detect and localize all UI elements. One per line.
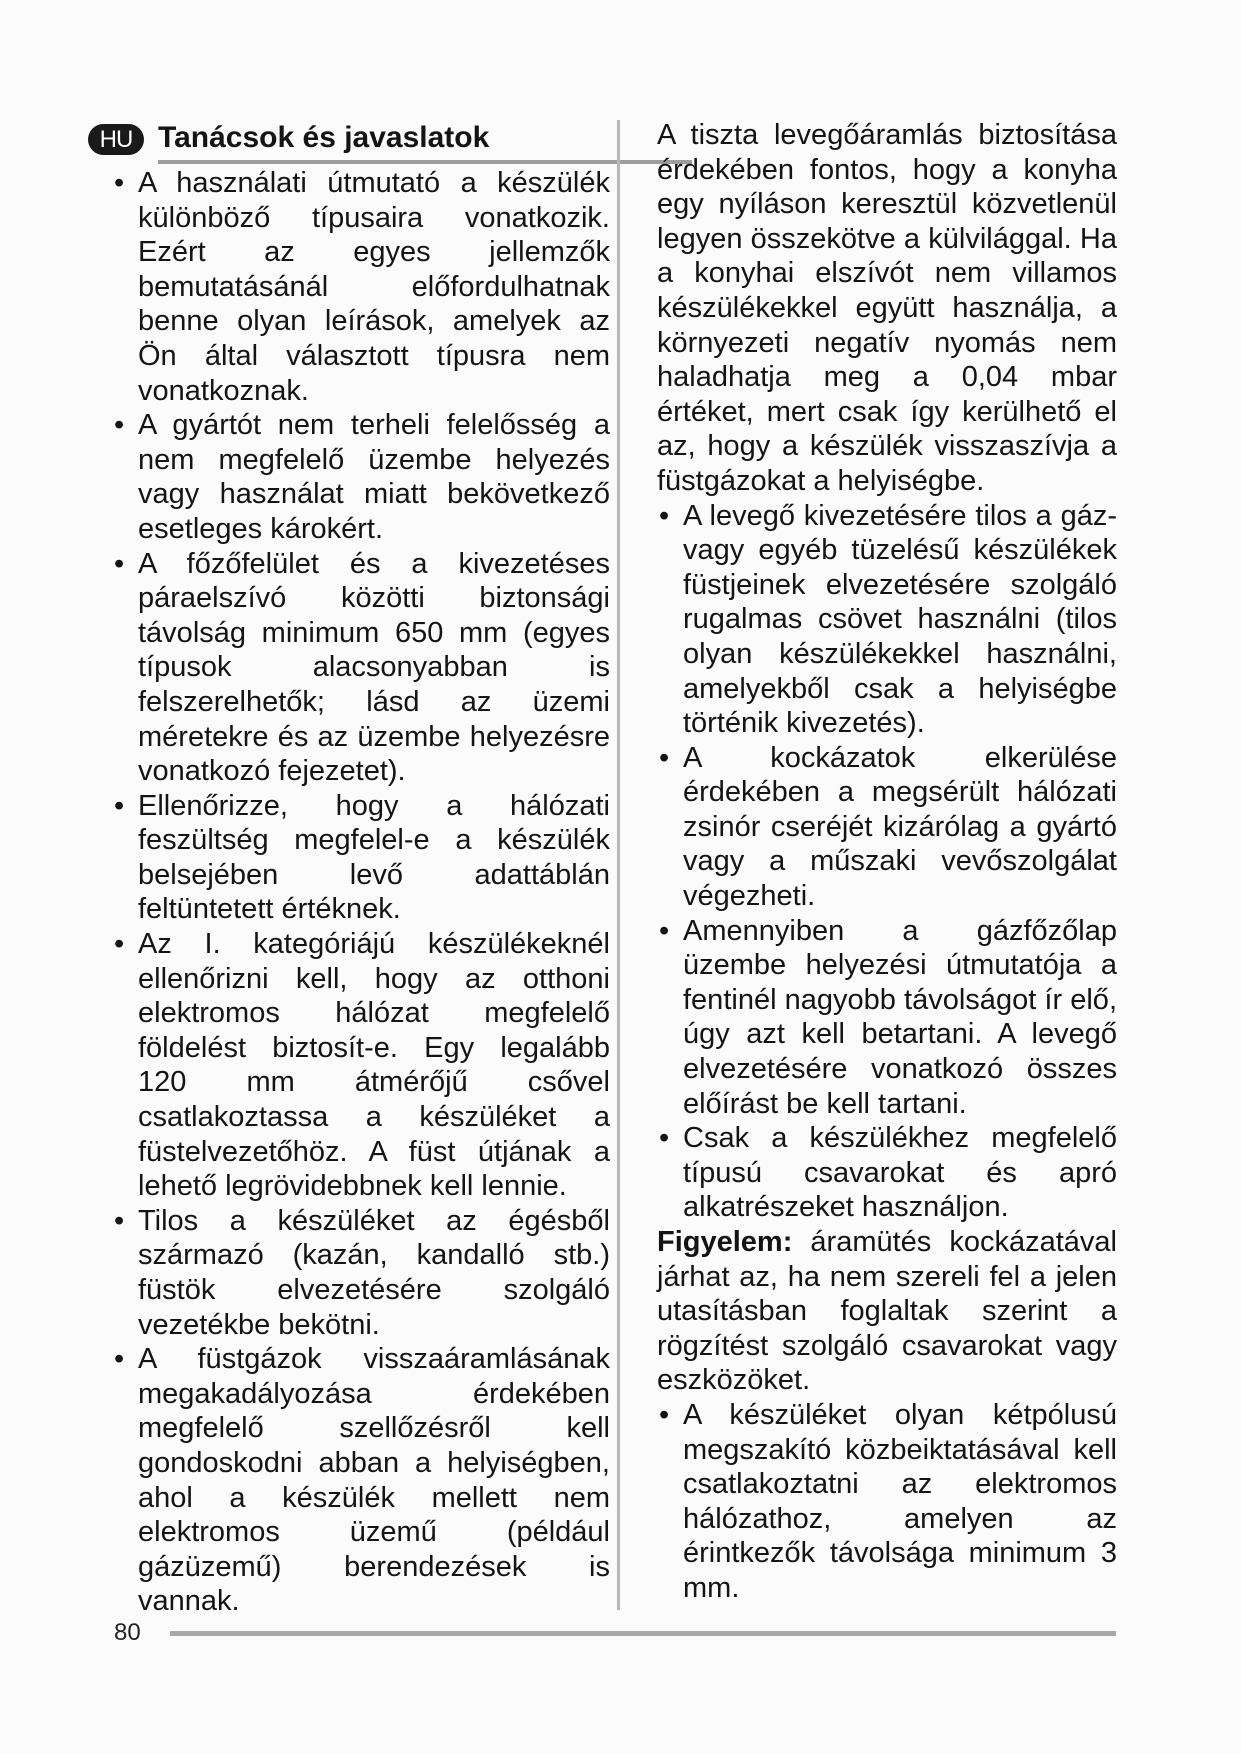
bullet-icon: • bbox=[114, 1204, 125, 1237]
bullet-item bbox=[112, 408, 610, 546]
section-title: Tanácsok és javaslatok bbox=[158, 121, 490, 154]
bullet-item bbox=[657, 499, 1117, 741]
column-divider bbox=[617, 120, 620, 1610]
continued-paragraph: A tiszta levegőáramlás biztosítása érdekében fontos, hogy a konyha egy nyíláson keresztül közvetlenül legyen összekötve a külvilággal. Ha a konyhai elszívót nem villamos készülékekkel együtt használja, a környezeti negatív nyomás nem haladhatja meg a 0,04 mbar értéket, mert csak így kerülhető el az, hogy a készülék visszaszívja a füstgázokat a helyiségbe. bbox=[657, 119, 1117, 497]
bullet-item bbox=[657, 741, 1117, 914]
bullet-text: Az I. kategóriájú készülékeknél ellenőrizni kell, hogy az otthoni elektromos hálózat megfelelő földelést biztosít-e. Egy legalább 120 mm átmérőjű csővel csatlakoztassa a készüléket a füstelvezetőhöz. A füst útjának a lehető legrövidebbnek kell lennie. bbox=[138, 928, 610, 1203]
bullet-icon: • bbox=[114, 789, 125, 822]
bullet-icon: • bbox=[114, 167, 125, 199]
bullet-text: A levegő kivezetésére tilos a gáz- vagy egyéb tüzelésű készülékek füstjeinek elvezetésére szolgáló rugalmas csövet használni (tilos olyan készülékekkel használni, amelyekből csak a helyiségbe történik kivezetés). bbox=[683, 499, 1117, 740]
bullet-icon: • bbox=[114, 1343, 125, 1376]
bullet-icon: • bbox=[659, 741, 670, 774]
bullet-text: A gyártót nem terheli felelősség a nem megfelelő üzembe helyezés vagy használat miatt bekövetkező esetleges károkért. bbox=[138, 409, 610, 545]
bullet-icon: • bbox=[114, 409, 125, 442]
bullet-item bbox=[112, 789, 610, 927]
bullet-text: A készüléket olyan kétpólusú megszakító közbeiktatásával kell csatlakoztatni az elektromos hálózathoz, amelyen az érintkezők távolsága minimum 3 mm. bbox=[683, 1398, 1117, 1604]
bullet-icon: • bbox=[114, 547, 125, 580]
bullet-item bbox=[657, 914, 1117, 1122]
title-underline bbox=[158, 160, 692, 164]
bullet-item bbox=[657, 1398, 1117, 1606]
bullet-text: Ellenőrizze, hogy a hálózati feszültség megfelel-e a készülék belsejében levő adattáblán feltüntetett értéknek. bbox=[138, 789, 610, 926]
bullet-text: Tilos a készüléket az égésből származó (kazán, kandalló stb.) füstök elvezetésére szolgáló vezetékbe bekötni. bbox=[138, 1204, 610, 1341]
bullet-icon: • bbox=[659, 499, 670, 532]
bullet-text: A főzőfelület és a kivezetéses páraelszívó közötti biztonsági távolság minimum 650 mm (egyes típusok alacsonyabban is felszerelhetők; lásd az üzemi méretekre és az üzembe helyezésre vonatkozó fejezetet). bbox=[138, 547, 610, 788]
warning-text: áramütés kockázatával járhat az, ha nem szereli fel a jelen utasításban foglaltak szerint a rögzítést szolgáló csavarokat vagy eszközöket. bbox=[657, 1226, 1117, 1397]
bullet-item bbox=[112, 1204, 610, 1342]
bullet-icon: • bbox=[659, 914, 670, 947]
bullet-item bbox=[112, 547, 610, 789]
bullet-item bbox=[112, 1342, 610, 1619]
bullet-text: A füstgázok visszaáramlásának megakadályozása érdekében megfelelő szellőzésről kell gondoskodni abban a helyiségben, ahol a készülék mellett nem elektromos üzemű (például gázüzemű) berendezések is vannak. bbox=[138, 1343, 610, 1618]
bullet-item bbox=[112, 166, 610, 408]
section-header bbox=[88, 118, 604, 158]
bullet-icon: • bbox=[114, 928, 125, 961]
bullet-item bbox=[657, 1121, 1117, 1225]
left-column bbox=[112, 166, 610, 1619]
warning-label: Figyelem: bbox=[657, 1226, 793, 1258]
bullet-item bbox=[112, 927, 610, 1204]
bullet-text: A kockázatok elkerülése érdekében a megsérült hálózati zsinór cseréjét kizárólag a gyártó vagy a műszaki vevőszolgálat végezheti. bbox=[683, 741, 1117, 913]
bullet-icon: • bbox=[659, 1398, 670, 1431]
bullet-text: A használati útmutató a készülék különböző típusaira vonatkozik. Ezért az egyes jellemzők bemutatásánál előfordulhatnak benne olyan leírások, amelyek az Ön által választott típusra nem vonatkoznak. bbox=[138, 167, 610, 407]
right-column bbox=[657, 118, 1117, 1606]
language-badge: HU bbox=[88, 124, 144, 155]
bullet-text: Amennyiben a gázfőzőlap üzembe helyezési útmutatója a fentinél nagyobb távolságot ír elő, úgy azt kell betartani. A levegő elvezetésére vonatkozó összes előírást be kell tartani. bbox=[683, 914, 1117, 1120]
bullet-icon: • bbox=[659, 1122, 670, 1155]
warning-paragraph bbox=[657, 1225, 1117, 1398]
page-number: 80 bbox=[114, 1619, 141, 1646]
footer-rule bbox=[170, 1631, 1116, 1636]
bullet-text: Csak a készülékhez megfelelő típusú csavarokat és apró alkatrészeket használjon. bbox=[683, 1122, 1117, 1224]
